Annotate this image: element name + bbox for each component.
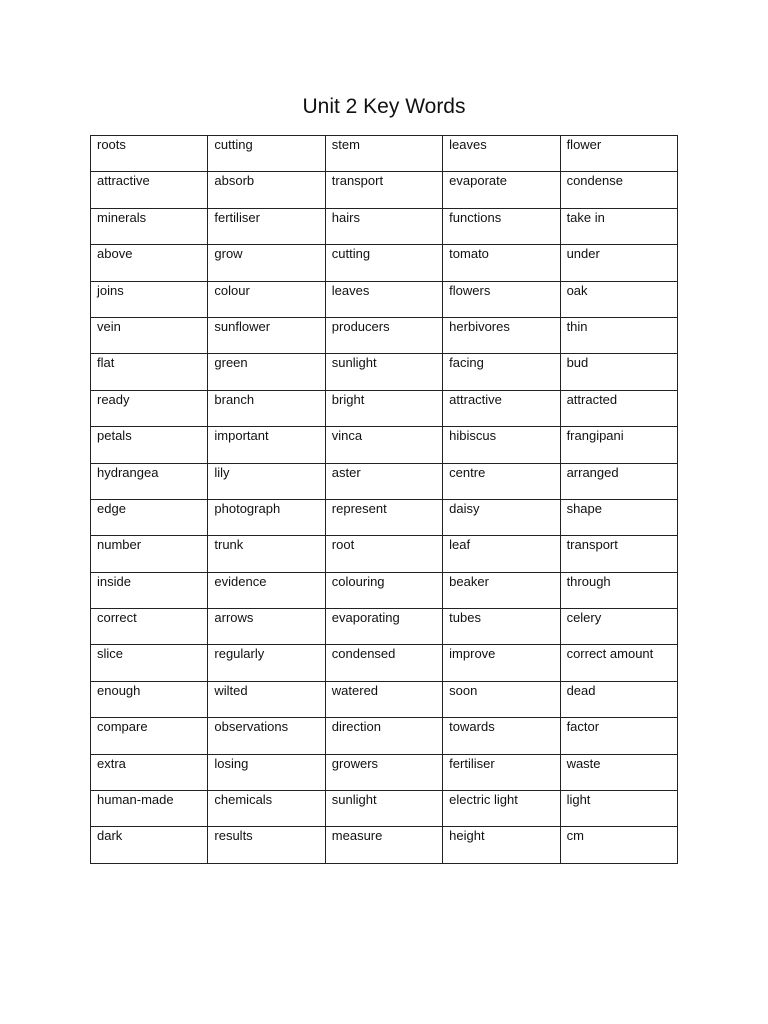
table-cell: important [208, 427, 325, 463]
table-cell: herbivores [443, 317, 560, 353]
table-cell: under [560, 245, 677, 281]
table-cell: branch [208, 390, 325, 426]
table-cell: above [91, 245, 208, 281]
table-cell: attractive [443, 390, 560, 426]
table-cell: bright [325, 390, 442, 426]
table-cell: waste [560, 754, 677, 790]
table-cell: light [560, 791, 677, 827]
table-row [91, 390, 678, 426]
table-row [91, 572, 678, 608]
table-row [91, 281, 678, 317]
table-cell: minerals [91, 208, 208, 244]
table-cell: soon [443, 681, 560, 717]
table-row [91, 718, 678, 754]
table-cell: joins [91, 281, 208, 317]
table-cell: cutting [208, 136, 325, 172]
table-cell: functions [443, 208, 560, 244]
table-cell: human-made [91, 791, 208, 827]
table-cell: watered [325, 681, 442, 717]
table-cell: tubes [443, 609, 560, 645]
table-cell: ready [91, 390, 208, 426]
table-cell: correct amount [560, 645, 677, 681]
table-cell: factor [560, 718, 677, 754]
table-cell: losing [208, 754, 325, 790]
table-cell: leaf [443, 536, 560, 572]
key-words-table [90, 135, 678, 864]
table-row [91, 536, 678, 572]
table-cell: flower [560, 136, 677, 172]
table-cell: electric light [443, 791, 560, 827]
table-cell: direction [325, 718, 442, 754]
table-cell: facing [443, 354, 560, 390]
table-cell: cutting [325, 245, 442, 281]
table-cell: flat [91, 354, 208, 390]
table-cell: transport [560, 536, 677, 572]
table-row [91, 754, 678, 790]
table-cell: take in [560, 208, 677, 244]
table-cell: transport [325, 172, 442, 208]
table-cell: flowers [443, 281, 560, 317]
table-cell: observations [208, 718, 325, 754]
table-row [91, 681, 678, 717]
table-cell: producers [325, 317, 442, 353]
table-cell: fertiliser [443, 754, 560, 790]
table-cell: shape [560, 499, 677, 535]
table-cell: represent [325, 499, 442, 535]
table-cell: attracted [560, 390, 677, 426]
table-cell: evidence [208, 572, 325, 608]
table-cell: condense [560, 172, 677, 208]
table-row [91, 499, 678, 535]
table-cell: compare [91, 718, 208, 754]
page-title: Unit 2 Key Words [302, 95, 466, 118]
table-cell: centre [443, 463, 560, 499]
table-cell: fertiliser [208, 208, 325, 244]
table-cell: measure [325, 827, 442, 863]
table-cell: absorb [208, 172, 325, 208]
table-cell: height [443, 827, 560, 863]
table-cell: arranged [560, 463, 677, 499]
table-row [91, 317, 678, 353]
table-cell: growers [325, 754, 442, 790]
table-cell: slice [91, 645, 208, 681]
table-cell: sunflower [208, 317, 325, 353]
table-cell: evaporate [443, 172, 560, 208]
table-cell: results [208, 827, 325, 863]
table-cell: regularly [208, 645, 325, 681]
table-cell: hairs [325, 208, 442, 244]
table-cell: oak [560, 281, 677, 317]
table-cell: dark [91, 827, 208, 863]
table-cell: tomato [443, 245, 560, 281]
table-cell: vein [91, 317, 208, 353]
table-cell: vinca [325, 427, 442, 463]
table-cell: attractive [91, 172, 208, 208]
table-cell: beaker [443, 572, 560, 608]
table-row [91, 463, 678, 499]
table-cell: arrows [208, 609, 325, 645]
table-cell: grow [208, 245, 325, 281]
table-cell: edge [91, 499, 208, 535]
table-cell: trunk [208, 536, 325, 572]
table-cell: hydrangea [91, 463, 208, 499]
table-cell: improve [443, 645, 560, 681]
table-cell: aster [325, 463, 442, 499]
table-cell: chemicals [208, 791, 325, 827]
table-row [91, 827, 678, 863]
table-cell: daisy [443, 499, 560, 535]
table-cell: dead [560, 681, 677, 717]
table-row [91, 427, 678, 463]
table-cell: number [91, 536, 208, 572]
table-cell: petals [91, 427, 208, 463]
table-cell: sunlight [325, 791, 442, 827]
table-row [91, 791, 678, 827]
table-cell: enough [91, 681, 208, 717]
table-row [91, 354, 678, 390]
table-cell: frangipani [560, 427, 677, 463]
table-cell: extra [91, 754, 208, 790]
key-words-table-body [91, 136, 678, 864]
table-cell: leaves [443, 136, 560, 172]
table-cell: colouring [325, 572, 442, 608]
table-row [91, 136, 678, 172]
table-cell: towards [443, 718, 560, 754]
table-row [91, 609, 678, 645]
table-cell: sunlight [325, 354, 442, 390]
table-cell: leaves [325, 281, 442, 317]
table-cell: hibiscus [443, 427, 560, 463]
table-cell: celery [560, 609, 677, 645]
table-cell: condensed [325, 645, 442, 681]
table-cell: root [325, 536, 442, 572]
table-row [91, 208, 678, 244]
table-cell: correct [91, 609, 208, 645]
table-cell: evaporating [325, 609, 442, 645]
table-cell: bud [560, 354, 677, 390]
table-cell: wilted [208, 681, 325, 717]
table-row [91, 172, 678, 208]
table-cell: lily [208, 463, 325, 499]
table-cell: photograph [208, 499, 325, 535]
table-cell: roots [91, 136, 208, 172]
table-cell: stem [325, 136, 442, 172]
table-cell: cm [560, 827, 677, 863]
table-cell: through [560, 572, 677, 608]
table-row [91, 245, 678, 281]
table-cell: colour [208, 281, 325, 317]
table-cell: green [208, 354, 325, 390]
table-cell: inside [91, 572, 208, 608]
table-row [91, 645, 678, 681]
table-cell: thin [560, 317, 677, 353]
